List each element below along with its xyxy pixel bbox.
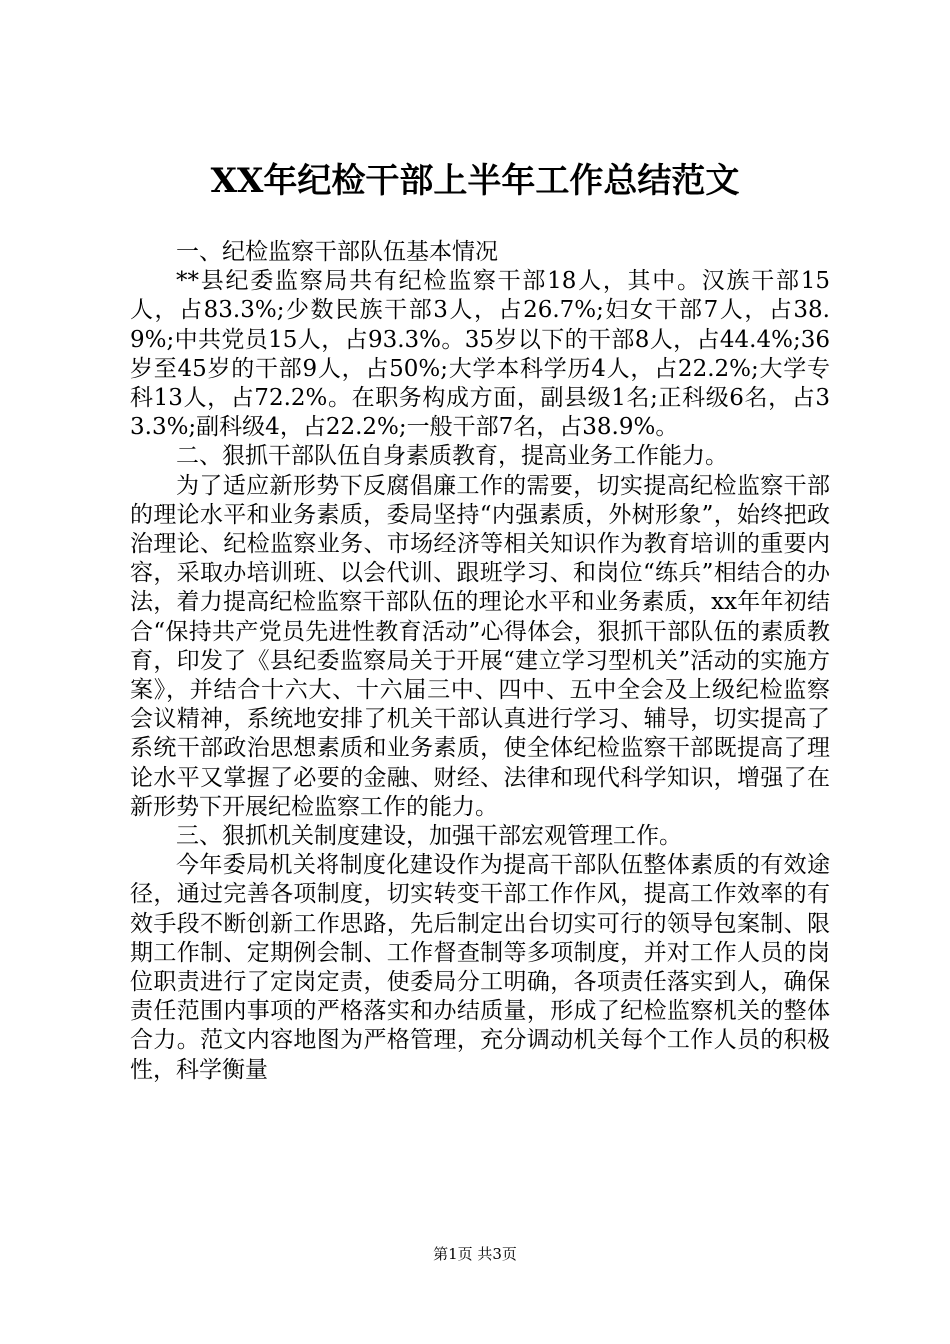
document-title: XX年纪检干部上半年工作总结范文 xyxy=(210,161,740,201)
section-heading-3: 三、狠抓机关制度建设，加强干部宏观管理工作。 xyxy=(176,823,682,850)
section-heading-1: 一、纪检监察干部队伍基本情况 xyxy=(176,239,498,265)
paragraph-quality-education: 为了适应新形势下反腐倡廉工作的需要，切实提高纪检监察干部的理论水平和业务素质，委局坚持“内强素质，外树形象”，始终把政治理论、纪检监察业务、市场经济等相关知识作为教育培训的重要内容，采取办培训班、以会代训、跟班学习、和岗位“练兵”相结合的办法，着力提高纪检监察干部队伍的理论水平和业务素质，xx年年初结合“保持共产党员先进性教育活动”心得体会，狠抓干部队伍的素质教育，印发了《县纪委监察局关于开展“建立学习型机关”活动的实施方案》，并结合十六大、十六届三中、四中、五中全会及上级纪检监察会议精神，系统地安排了机关干部认真进行学习、辅导，切实提高了系统干部政治思想素质和业务素质，使全体纪检监察干部既提高了理论水平又掌握了必要的金融、财经、法律和现代科学知识，增强了在新形势下开展纪检监察工作的能力。 xyxy=(130,472,830,820)
document-body xyxy=(130,238,830,1085)
paragraph-institution-building: 今年委局机关将制度化建设作为提高干部队伍整体素质的有效途径，通过完善各项制度，切实转变干部工作作风，提高工作效率的有效手段不断创新工作思路，先后制定出台切实可行的领导包案制、限期工作制、定期例会制、工作督查制等多项制度，并对工作人员的岗位职责进行了定岗定责，使委局分工明确，各项责任落实到人，确保责任范围内事项的严格落实和办结质量，形成了纪检监察机关的整体合力。范文内容地图为严格管理，充分调动机关每个工作人员的积极性，科学衡量 xyxy=(130,852,830,1083)
paragraph-staff-statistics: **县纪委监察局共有纪检监察干部18人，其中。汉族干部15人，占83.3%;少数民族干部3人，占26.7%;妇女干部7人，占38.9%;中共党员15人，占93.3%。35岁以下的干部8人，占44.4%;36岁至45岁的干部9人，占50%;大学本科学历4人，占22.2%;大学专科13人，占72.2%。在职务构成方面，副县级1名;正科级6名，占33.3%;副科级4，占22.2%;一般干部7名，占38.9%。 xyxy=(130,268,830,441)
section-heading-2: 二、狠抓干部队伍自身素质教育，提高业务工作能力。 xyxy=(176,443,728,470)
page-number-footer: 第1页 共3页 xyxy=(433,1245,517,1263)
